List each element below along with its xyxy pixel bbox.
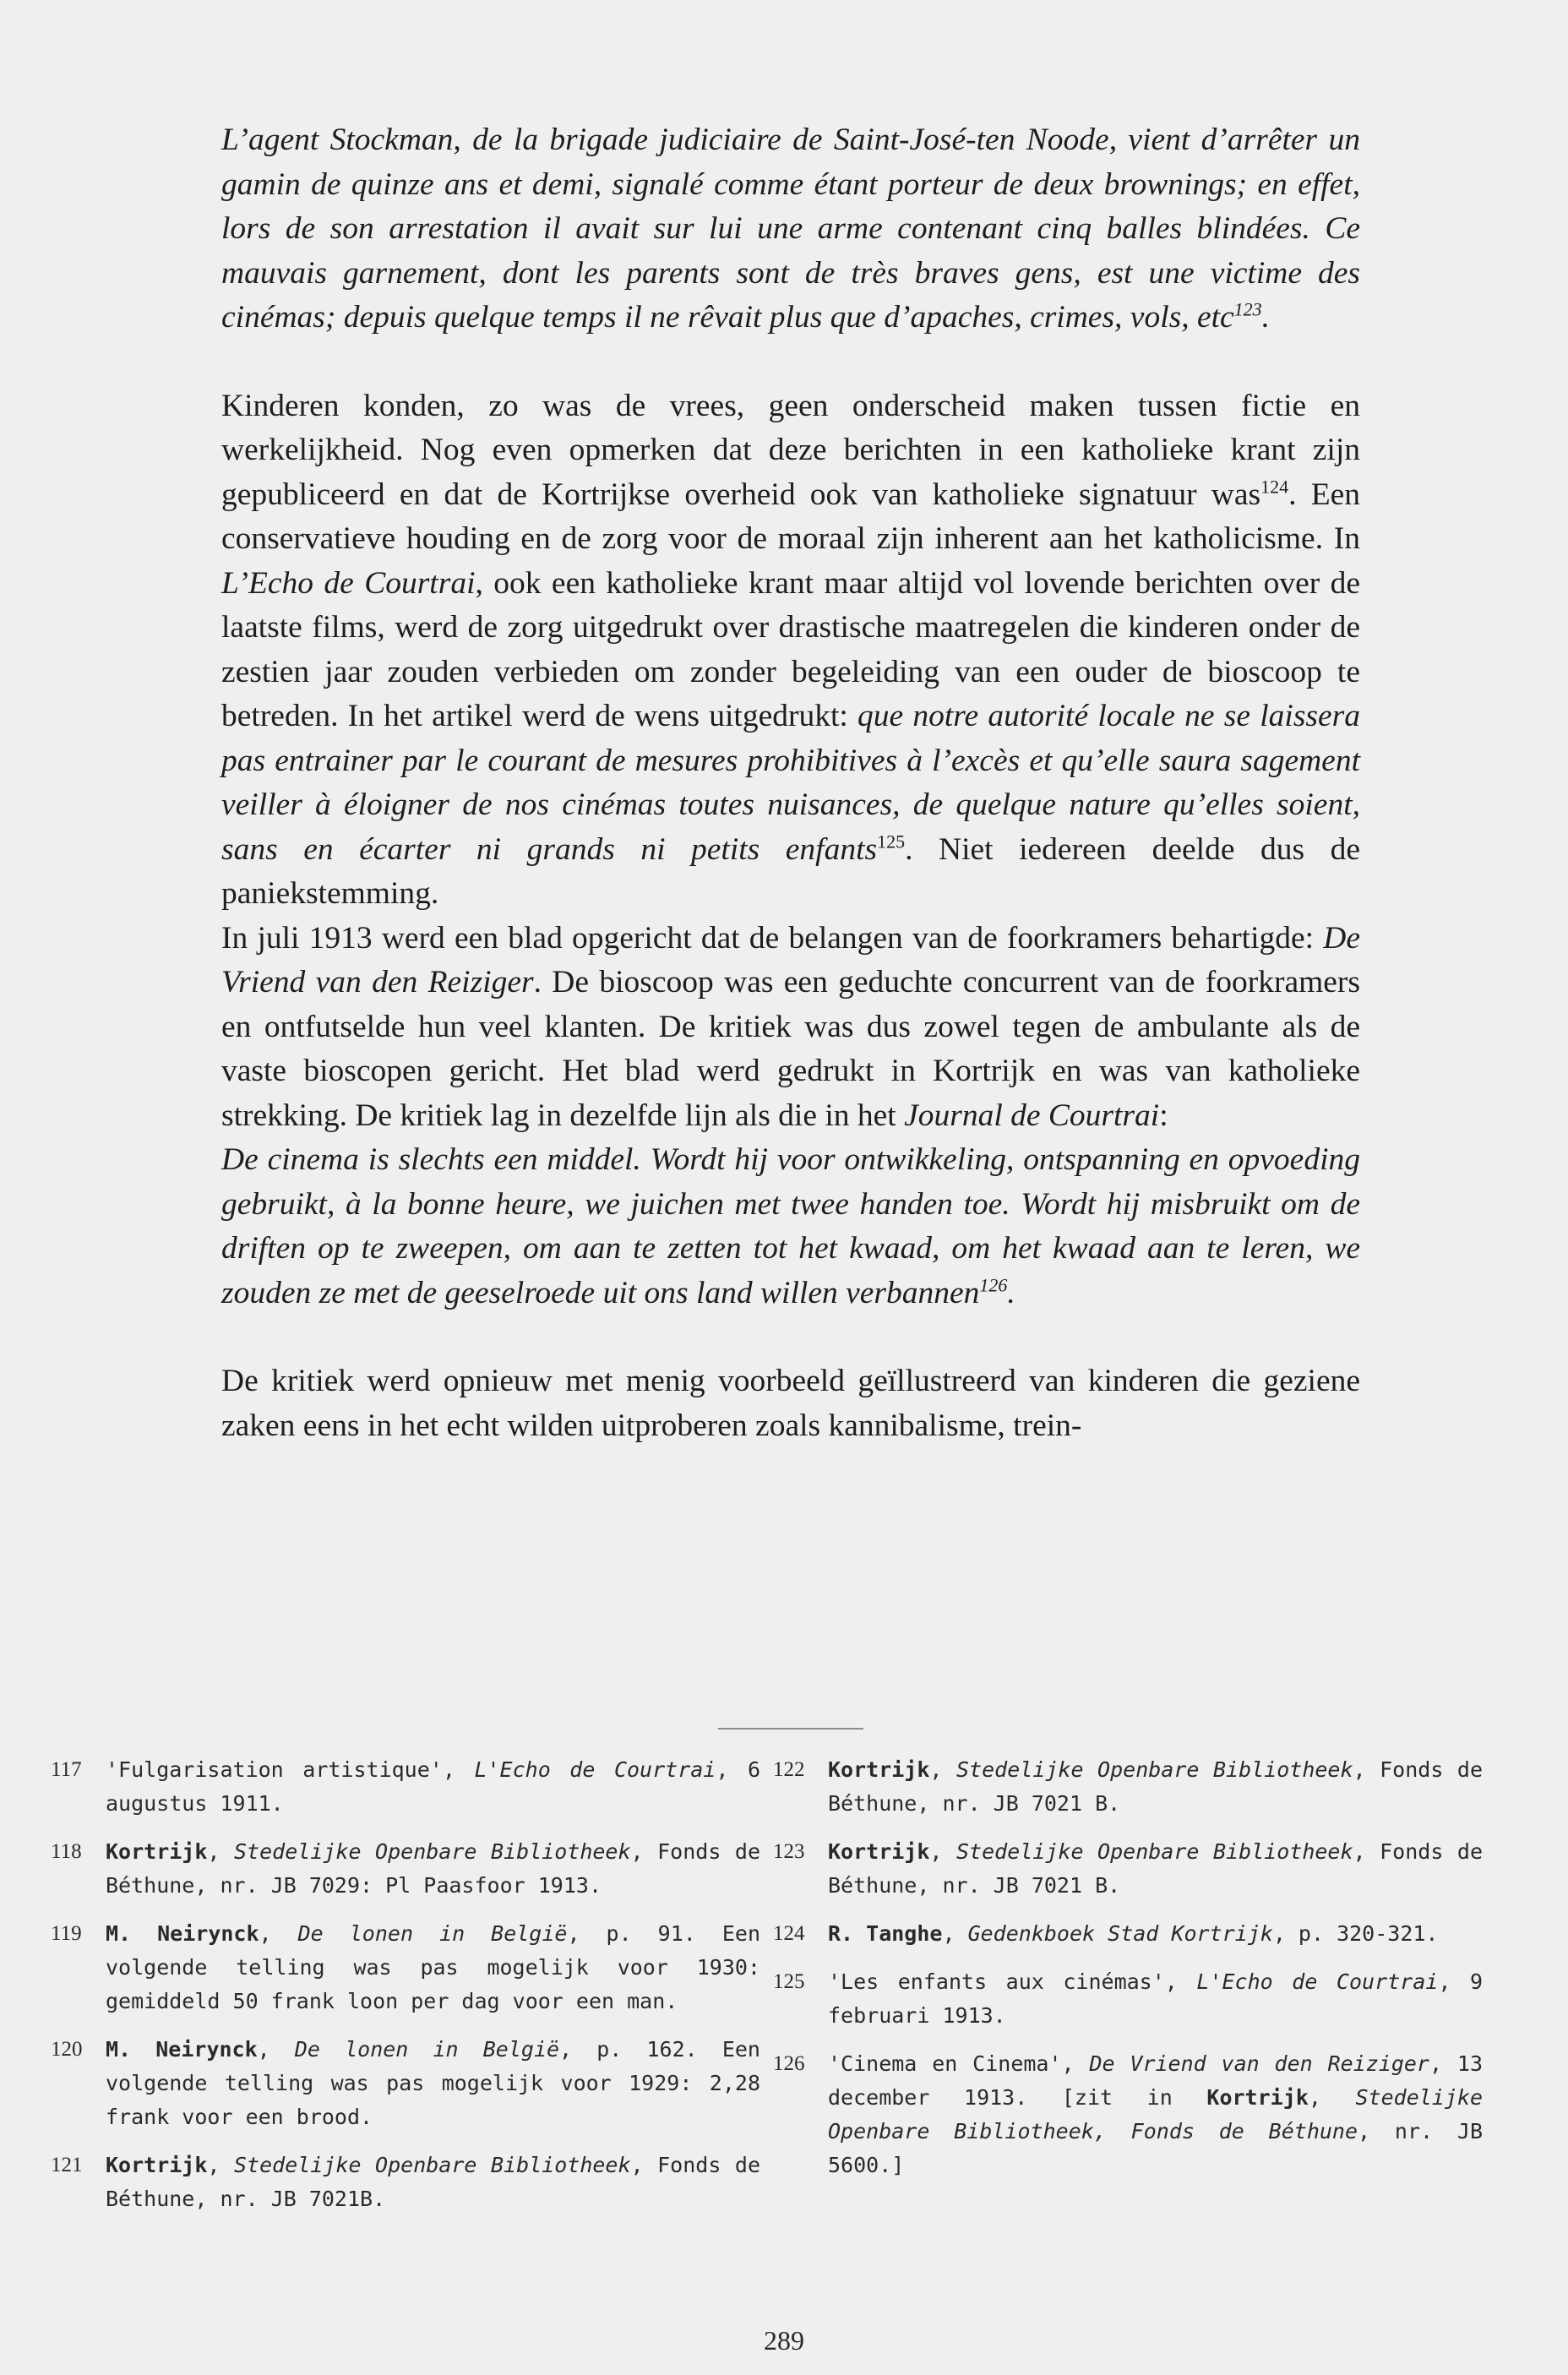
text-run: , 6 augustus 1911. — [106, 1757, 761, 1816]
bold-text: Kortrijk — [106, 2153, 208, 2177]
page-number: 289 — [764, 2325, 804, 2356]
text-run: , p. 320-321. — [1272, 1921, 1439, 1946]
bold-text: Kortrijk — [828, 1757, 930, 1782]
bold-text: Kortrijk — [106, 1839, 208, 1864]
footnote-ref[interactable]: 124 — [1260, 476, 1289, 497]
text-run: Kinderen konden, zo was de vrees, geen onderscheid maken tussen fictie en werkelijkheid. Nog even opmerken dat deze berichten in een katholieke krant zijn gepubliceerd en dat de Kortrijkse overheid ook van katholieke signatuur was — [221, 388, 1360, 512]
footnote-122 — [773, 1753, 1483, 1821]
footnote-121 — [51, 2149, 760, 2216]
text-run: , — [929, 1839, 956, 1864]
text-run: , — [257, 2037, 295, 2062]
italic-title: De lonen in België — [297, 1921, 568, 1946]
footnote-ref[interactable]: 125 — [877, 831, 906, 852]
italic-title: L’Echo de Courtrai — [221, 565, 476, 601]
italic-title: Stedelijke Openbare Bibliotheek — [956, 1757, 1353, 1782]
footnote-ref[interactable]: 123 — [1233, 298, 1262, 320]
paragraph — [221, 1359, 1360, 1448]
italic-title: L'Echo de Courtrai — [1196, 1969, 1439, 1994]
paragraph — [221, 384, 1360, 917]
footnotes-right-column — [773, 1753, 1483, 2197]
italic-title: Stedelijke Openbare Bibliotheek — [234, 1839, 631, 1864]
text-run: 'Les enfants aux cinémas', — [828, 1969, 1197, 1994]
bold-text: Kortrijk — [1206, 2085, 1309, 2110]
footnote-number: 120 — [51, 2038, 83, 2061]
text-run: , ook een katholieke krant maar altijd vol lovende berichten over de laatste films, werd de zorg uitgedrukt over drastische maatregelen die kinderen onder de zestien jaar zouden verbieden om zonder begeleiding van een ouder de bioscoop te betreden. In het artikel werd de wens uitgedrukt: — [221, 565, 1361, 733]
text-run: . Niet iedereen deelde dus de paniekstemming. — [221, 831, 1360, 911]
text-run: De kritiek werd opnieuw met menig voorbeeld geïllustreerd van kinderen die geziene zaken eens in het echt wilden uitproberen zoals kannibalisme, trein- — [221, 1364, 1360, 1443]
italic-title: Stedelijke Openbare Bibliotheek, Fonds de Béthune — [828, 2085, 1483, 2143]
main-text — [221, 118, 1360, 1448]
footnote-number: 123 — [773, 1840, 805, 1863]
quote-block-dutch — [221, 1138, 1360, 1316]
text-run: , — [942, 1921, 968, 1946]
footnotes-left-column — [51, 1753, 760, 2231]
footnote-separator — [718, 1728, 863, 1730]
text-run: , Fonds de Béthune, nr. JB 7021B. — [106, 2153, 761, 2211]
bold-text: Kortrijk — [828, 1839, 930, 1864]
footnote-number: 124 — [773, 1922, 805, 1945]
bold-text: M. Neirynck — [106, 2037, 258, 2062]
footnote-number: 118 — [51, 1840, 82, 1863]
footnote-124 — [773, 1917, 1483, 1951]
text-run: , Fonds de Béthune, nr. JB 7021 B. — [828, 1839, 1484, 1898]
text-run: . De bioscoop was een geduchte concurrent van de foorkramers en ontfutselde hun veel klanten. De kritiek was dus zowel tegen de ambulante als de vaste bioscopen gericht. Het blad werd gedrukt in Kortrijk en was van katholieke strekking. De kritiek lag in dezelfde lijn als die in het — [221, 965, 1360, 1133]
quote-end: . — [1007, 1275, 1015, 1310]
footnote-120 — [51, 2033, 760, 2134]
text-run: , — [259, 1921, 298, 1946]
quote-text: L’agent Stockman, de la brigade judiciaire de Saint-José-ten Noode, vient d’arrêter un gamin de quinze ans et demi, signalé comme étant porteur de deux brownings; en effet, lors de son arrestation il avait sur lui une arme contenant cinq balles blindées. Ce mauvais garnement, dont les parents sont de très braves gens, est une victime des cinémas; depuis quelque temps il ne rêvait plus que d’apaches, crimes, vols, etc — [221, 123, 1360, 335]
footnote-126 — [773, 2047, 1483, 2182]
text-run: , — [929, 1757, 956, 1782]
footnote-119 — [51, 1917, 760, 2018]
text-run: , 9 februari 1913. — [828, 1969, 1483, 2028]
footnote-number: 126 — [773, 2052, 805, 2075]
italic-title: Gedenkboek Stad Kortrijk — [967, 1921, 1273, 1946]
footnote-125 — [773, 1965, 1483, 2033]
text-run: . Een conservatieve houding en de zorg voor de moraal zijn inherent aan het katholicisme. In — [221, 477, 1360, 556]
bold-text: M. Neirynck — [106, 1921, 259, 1946]
italic-title: Stedelijke Openbare Bibliotheek — [956, 1839, 1353, 1864]
text-run: , Fonds de Béthune, nr. JB 7021 B. — [828, 1757, 1484, 1816]
footnote-number: 117 — [51, 1758, 82, 1781]
italic-title: De Vriend van den Reiziger — [1089, 2051, 1429, 2076]
footnote-ref[interactable]: 126 — [979, 1274, 1008, 1295]
italic-title: De lonen in België — [294, 2037, 560, 2062]
text-run: 'Fulgarisation artistique', — [106, 1757, 475, 1782]
quote-end: . — [1261, 300, 1271, 335]
italic-title: De Vriend van den Reiziger — [221, 920, 1360, 1000]
spacer — [221, 1316, 1360, 1359]
text-run: , Fonds de Béthune, nr. JB 7029: Pl Paasfoor 1913. — [106, 1839, 761, 1898]
text-run: , — [207, 2153, 234, 2177]
footnote-number: 119 — [51, 1922, 82, 1945]
text-run: 'Cinema en Cinema', — [828, 2051, 1090, 2076]
italic-title: Journal de Courtrai — [904, 1098, 1160, 1133]
text-run: , nr. JB 5600.] — [828, 2119, 1483, 2177]
quote-block-french — [221, 118, 1360, 340]
italic-quote: que notre autorité locale ne se laissera pas entrainer par le courant de mesures prohibitives à l’excès et qu’elle saura sagement veiller à éloigner de nos cinémas toutes nuisances, de quelque nature qu’elles soient, sans en écarter ni grands ni petits enfants — [221, 699, 1360, 867]
italic-title: Stedelijke Openbare Bibliotheek — [234, 2153, 631, 2177]
bold-text: R. Tanghe — [828, 1921, 943, 1946]
paragraph — [221, 917, 1360, 1139]
text-run: , 13 december 1913. [zit in — [828, 2051, 1483, 2110]
text-run: , p. 162. Een volgende telling was pas mogelijk voor 1929: 2,28 frank voor een brood. — [106, 2037, 760, 2129]
footnote-118 — [51, 1835, 760, 1903]
text-run: : — [1159, 1098, 1168, 1133]
quote-text: De cinema is slechts een middel. Wordt hij voor ontwikkeling, ontspanning en opvoeding gebruikt, à la bonne heure, we juichen met twee handen toe. Wordt hij misbruikt om de driften op te zweepen, om aan te zetten tot het kwaad, om het kwaad aan te leren, we zouden ze met de geeselroede uit ons land willen verbannen — [221, 1142, 1360, 1310]
footnote-123 — [773, 1835, 1483, 1903]
footnote-number: 121 — [51, 2154, 83, 2176]
italic-title: L'Echo de Courtrai — [474, 1757, 716, 1782]
footnote-117 — [51, 1753, 760, 1821]
text-run: , — [1308, 2085, 1356, 2110]
spacer — [221, 340, 1360, 384]
text-run: , — [207, 1839, 234, 1864]
text-run: In juli 1913 werd een blad opgericht dat de belangen van de foorkramers behartigde: — [221, 920, 1324, 956]
footnote-number: 122 — [773, 1758, 805, 1781]
footnote-number: 125 — [773, 1970, 805, 1993]
text-run: , p. 91. Een volgende telling was pas mogelijk voor 1930: gemiddeld 50 frank loon per dag voor een man. — [106, 1921, 760, 2013]
